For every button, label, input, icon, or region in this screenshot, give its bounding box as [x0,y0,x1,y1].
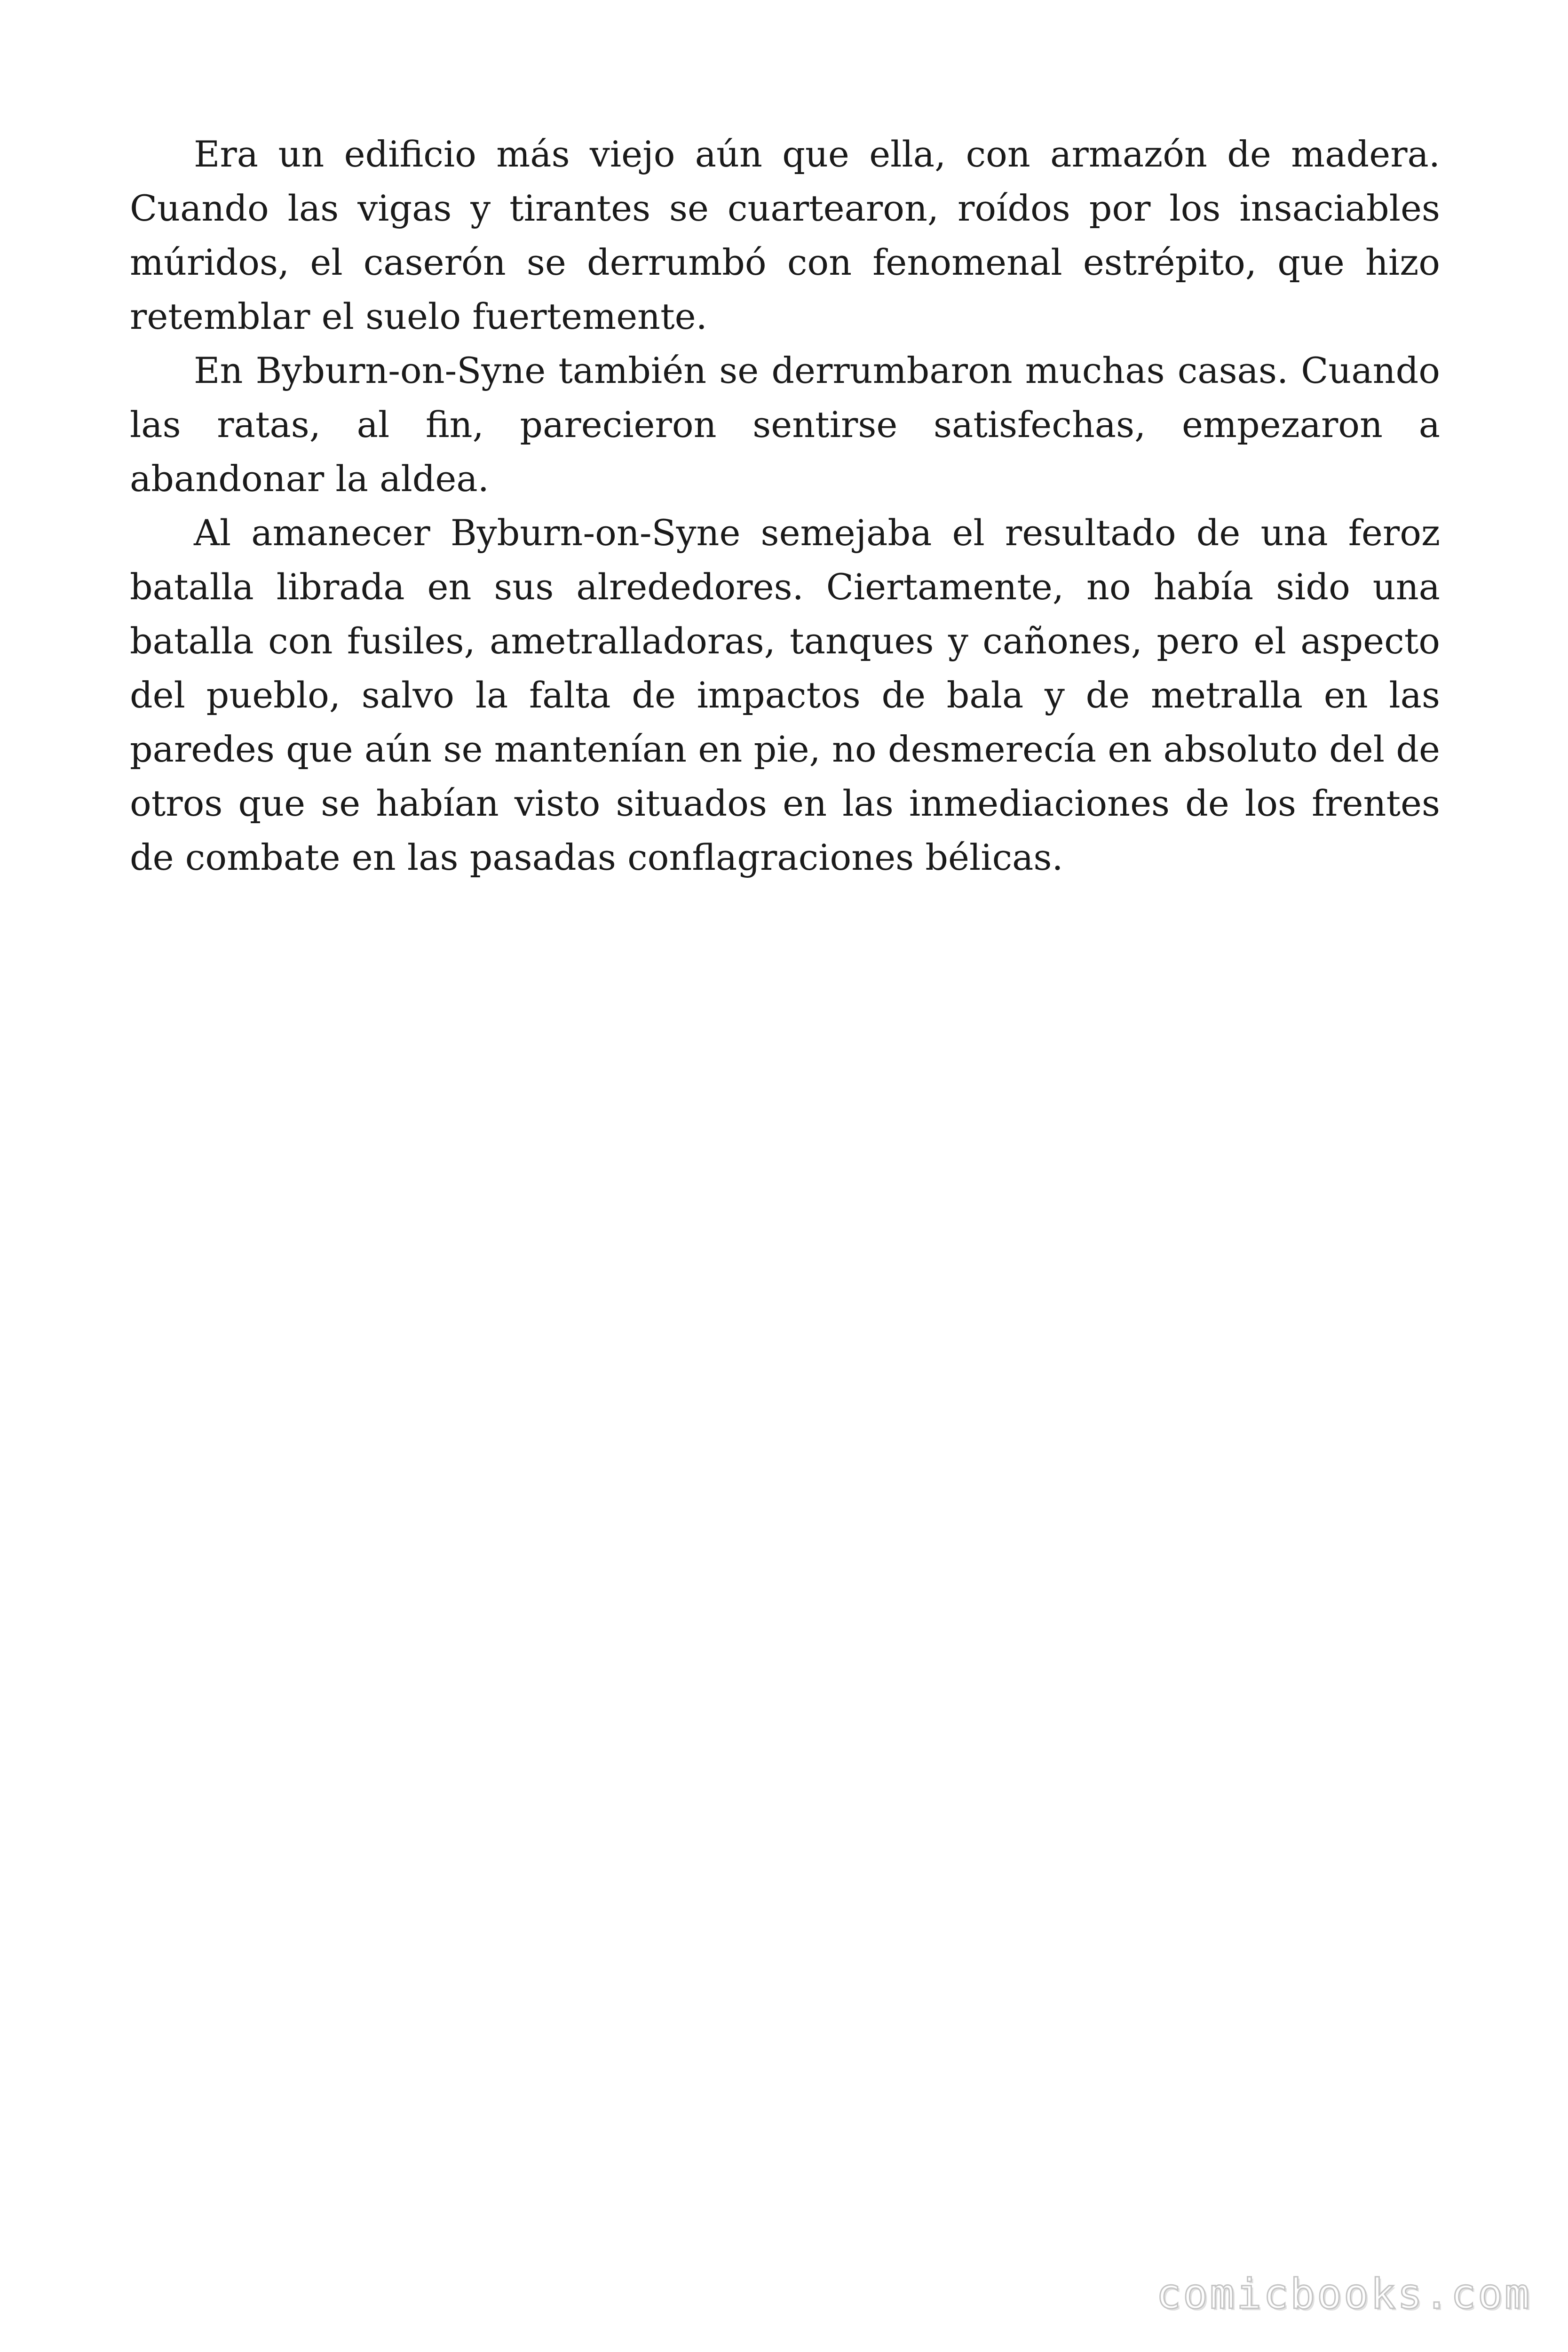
watermark: comicbooks.com [1156,2270,1531,2318]
body-text [130,127,1440,884]
paragraph-1: Era un edificio más viejo aún que ella, con armazón de madera. Cuando las vigas y tirantes se cuartearon, roídos por los insaciables múridos, el caserón se derrumbó con fenomenal estrépito, que hizo retemblar el suelo fuertemente. [130,133,1440,337]
paragraph-3: Al amanecer Byburn-on-Syne semejaba el resultado de una feroz batalla librada en sus alrededores. Ciertamente, no había sido una batalla con fusiles, ametralladoras, tanques y cañones, pero el aspecto del pueblo, salvo la falta de impactos de bala y de metralla en las paredes que aún se mantenían en pie, no desmerecía en absoluto del de otros que se habían visto situados en las inmediaciones de los frentes de combate en las pasadas conflagraciones bélicas. [130,512,1440,878]
paragraph-2: En Byburn-on-Syne también se derrumbaron muchas casas. Cuando las ratas, al fin, parecieron sentirse satisfechas, empezaron a abandonar la aldea. [130,350,1440,500]
